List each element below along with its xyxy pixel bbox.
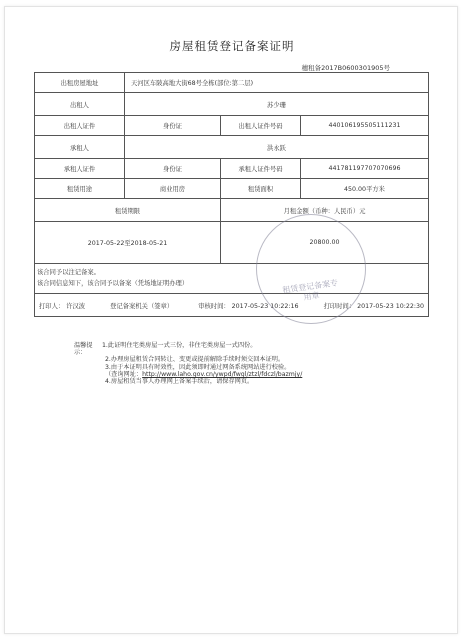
rent-value: 20800.00 [221,222,429,264]
area-value: 450.00平方米 [301,179,429,199]
note-3-url-line [74,371,414,378]
verification-link[interactable]: http://www.laho.gov.cn/ywpd/fwgl/ztzl/fdczl/bazmjy/ [142,370,303,378]
serial-number: 穗租备2017B0600301905号 [301,64,390,72]
document-title: 房屋租赁登记备案证明 [169,39,295,53]
registration-table [34,72,429,317]
use-label: 租赁用途 [35,179,125,199]
lessor-id-row [35,116,429,136]
note-3-url-prefix: （查询网址： [105,370,143,378]
address-row [35,73,429,93]
lessee-row [35,136,429,159]
period-value: 2017-05-22至2018-05-21 [35,222,221,264]
address-value: 天河区车陂高地大街68号全栋(部位:第二层) [125,73,429,93]
printer-text: 打印人： 许汉波 [39,302,86,310]
option-line-1: 该合同予以注记备案。 [37,269,100,276]
use-value: 商业用房 [125,179,221,199]
period-label: 租赁期限 [35,199,221,222]
note-3: 3.由于本证明具有时效性，因此须即时通过网备系统网站进行校验。 [105,363,291,371]
lessee-label: 承租人 [35,136,125,159]
agency-text: 登记备案机关（签章） [110,302,174,310]
lessee-id-type-label: 承租人证件 [35,159,125,179]
lessee-id-no-value: 441781197707070696 [301,159,429,179]
note-2: 2.办理房屋租赁合同转让、变更或提前解除手续时须交回本证明。 [105,356,285,364]
notes-label: 温馨提示： [74,342,93,357]
lessee-id-row [35,159,429,179]
period-header-row [35,199,429,222]
lessee-value: 洪永跃 [125,136,429,159]
lessee-id-no-label: 承租人证件号码 [221,159,301,179]
area-label: 租赁面积 [221,179,301,199]
signature-cell [35,294,429,317]
lessor-id-no-label: 出租人证件号码 [221,116,301,136]
period-value-row [35,222,429,264]
signature-row [35,294,429,317]
lessor-id-type-label: 出租人证件 [35,116,125,136]
options-cell [35,264,429,294]
option-line-2: 该合同信息知下，该合同予以备案（凭场地证明办理） [37,279,189,287]
print-time-text: 打印时间： 2017-05-23 10:22:30 [323,302,424,310]
note-4: 4.房屋租赁当事人办理网上备案手续后，请保存网页。 [105,378,254,386]
lessor-row [35,93,429,116]
review-time-text: 审核时间： 2017-05-23 10:22:16 [198,302,299,310]
use-area-row [35,179,429,199]
address-label: 出租房屋地址 [35,73,125,93]
options-row [35,264,429,294]
lessor-label: 出租人 [35,93,125,116]
rent-label: 月租金额（币种：人民币）元 [221,199,429,222]
lessor-id-type-value: 身份证 [125,116,221,136]
stamp-text: 租赁登记备案专用章 [281,278,339,303]
note-1: 1.此证明住宅类房屋一式三份，非住宅类房屋一式四份。 [102,342,257,349]
official-stamp [256,214,366,324]
lessor-id-no-value: 440106195505111231 [301,116,429,136]
lessee-id-type-value: 身份证 [125,159,221,179]
notes-section [74,342,414,385]
lessor-value: 苏少珊 [125,93,429,116]
